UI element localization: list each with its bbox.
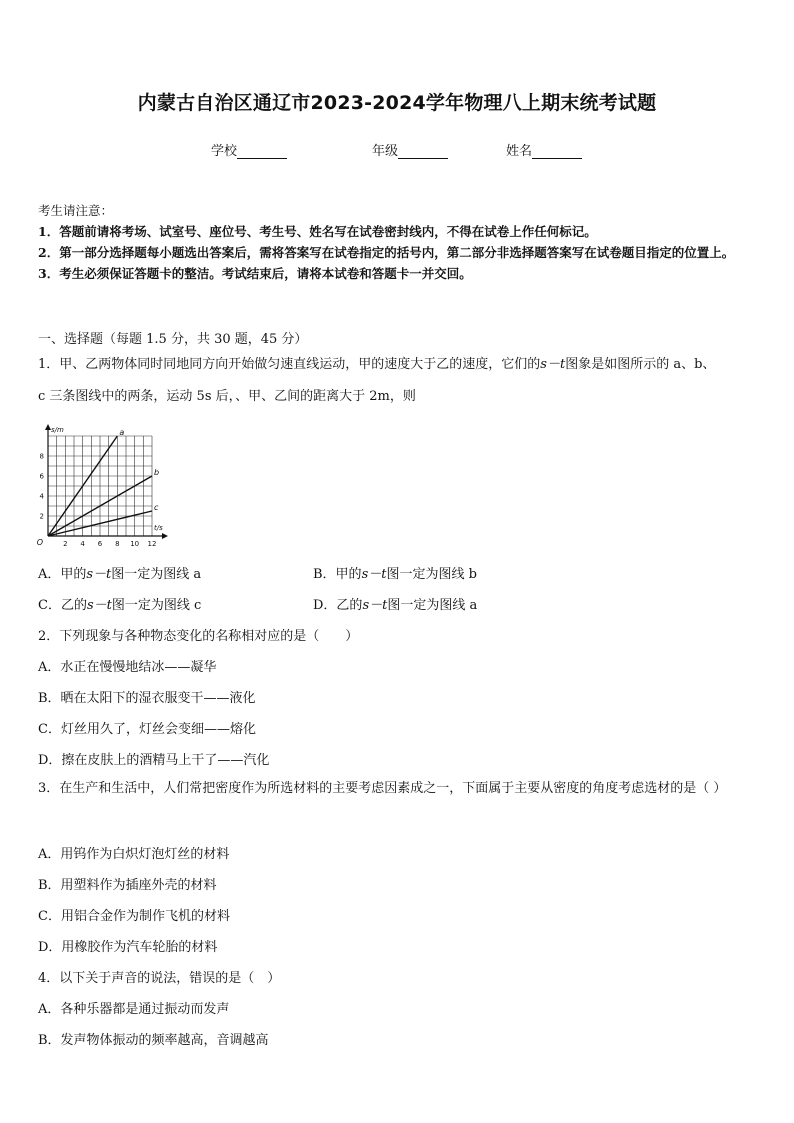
st-graph <box>30 418 170 553</box>
y-tick-label: 6 <box>39 472 44 481</box>
q1-stem-a: 1．甲、乙两物体同时同地同方向开始做匀速直线运动，甲的速度大于乙的速度，它们的 <box>38 357 541 372</box>
school-field <box>211 140 287 159</box>
series-label-a: a <box>119 428 125 437</box>
q1-stem-line1 <box>38 353 715 372</box>
name-blank[interactable] <box>532 144 582 159</box>
grade-label: 年级 <box>372 144 399 159</box>
q3-stem: 3．在生产和生活中，人们常把密度作为所选材料的主要考虑因素成之一，下面属于主要从密度的角度考虑选材的是（ ） <box>38 781 727 796</box>
q4-stem: 4．以下关于声音的说法，错误的是（ ） <box>38 971 281 986</box>
q1-option-c-pre: C．乙的 <box>38 598 87 613</box>
q4-option-a[interactable]: A．各种乐器都是通过振动而发声 <box>38 1002 230 1017</box>
q1-stem-st: s－t <box>540 357 566 372</box>
x-tick-label: 6 <box>97 540 103 548</box>
q1-option-a-pre: A．甲的 <box>38 567 87 582</box>
q1-option-b-post: 图一定为图线 b <box>386 567 477 582</box>
q3-option-b[interactable]: B．用塑料作为插座外壳的材料 <box>38 878 217 893</box>
x-axis-arrow <box>162 533 168 539</box>
x-tick-label: 10 <box>130 540 140 548</box>
q1-option-c-st: s－t <box>86 598 112 613</box>
q1-option-b[interactable] <box>313 563 477 582</box>
name-label: 姓名 <box>506 144 533 159</box>
notice-item-2: 2．第一部分选择题每小题选出答案后，需将答案写在试卷指定的括号内，第二部分非选择题答案写在试卷题目指定的位置上。 <box>38 245 735 260</box>
notice-block <box>38 200 758 284</box>
q1-option-c[interactable] <box>38 594 201 613</box>
school-label: 学校 <box>211 144 238 159</box>
q1-option-d-st: s－t <box>362 598 388 613</box>
notice-item-3: 3．考生必须保证答题卡的整洁。考试结束后，请将本试卷和答题卡一并交回。 <box>38 266 472 281</box>
q2-stem: 2．下列现象与各种物态变化的名称相对应的是（ ） <box>38 629 359 644</box>
q1-option-d-pre: D．乙的 <box>313 598 363 613</box>
notice-item-1: 1．答题前请将考场、试室号、座位号、考生号、姓名写在试卷密封线内，不得在试卷上作任何标记。 <box>38 224 597 239</box>
y-axis-label: s/m <box>51 426 64 434</box>
origin-label: O <box>36 538 43 547</box>
q2-option-b[interactable]: B．晒在太阳下的湿衣服变干——液化 <box>38 691 256 706</box>
x-tick-label: 12 <box>147 540 157 548</box>
series-label-b: b <box>154 468 160 477</box>
page-title: 内蒙古自治区通辽市2023-2024学年物理八上期末统考试题 <box>137 92 657 114</box>
q3-option-c[interactable]: C．用铝合金作为制作飞机的材料 <box>38 909 230 924</box>
name-field <box>506 140 582 159</box>
notice-heading: 考生请注意： <box>38 203 114 218</box>
q3-option-a[interactable]: A．用钨作为白炽灯泡灯丝的材料 <box>38 847 230 862</box>
q1-option-a[interactable] <box>38 563 201 582</box>
q2-option-a[interactable]: A．水正在慢慢地结冰——凝华 <box>38 660 217 675</box>
x-tick-label: 2 <box>63 540 68 548</box>
q1-option-c-post: 图一定为图线 c <box>111 598 202 613</box>
q1-option-a-post: 图一定为图线 a <box>111 567 202 582</box>
q1-option-d[interactable] <box>313 594 477 613</box>
grade-field <box>372 140 448 159</box>
q1-stem-line2: c 三条图线中的两条，运动 5s 后，、甲、乙间的距离大于 2m，则 <box>38 389 416 404</box>
y-tick-label: 2 <box>39 512 44 521</box>
school-blank[interactable] <box>237 144 287 159</box>
q1-stem-b: 图象是如图所示的 a、b、 <box>565 357 716 372</box>
q2-option-d[interactable]: D．擦在皮肤上的酒精马上干了——汽化 <box>38 753 270 768</box>
section-heading: 一、选择题（每题 1.5 分，共 30 题，45 分） <box>38 332 308 347</box>
x-tick-label: 4 <box>80 540 85 548</box>
q1-option-d-post: 图一定为图线 a <box>387 598 478 613</box>
grade-blank[interactable] <box>398 144 448 159</box>
series-label-c: c <box>154 503 159 512</box>
q1-option-a-st: s－t <box>86 567 112 582</box>
y-tick-label: 4 <box>39 492 44 501</box>
q2-option-c[interactable]: C．灯丝用久了，灯丝会变细——熔化 <box>38 722 256 737</box>
q1-option-b-pre: B．甲的 <box>313 567 362 582</box>
q3-option-d[interactable]: D．用橡胶作为汽车轮胎的材料 <box>38 940 218 955</box>
q1-option-b-st: s－t <box>361 567 387 582</box>
q4-option-b[interactable]: B．发声物体振动的频率越高，音调越高 <box>38 1033 269 1048</box>
y-tick-label: 8 <box>39 452 44 461</box>
x-axis-label: t/s <box>154 524 163 532</box>
x-tick-label: 8 <box>115 540 120 548</box>
